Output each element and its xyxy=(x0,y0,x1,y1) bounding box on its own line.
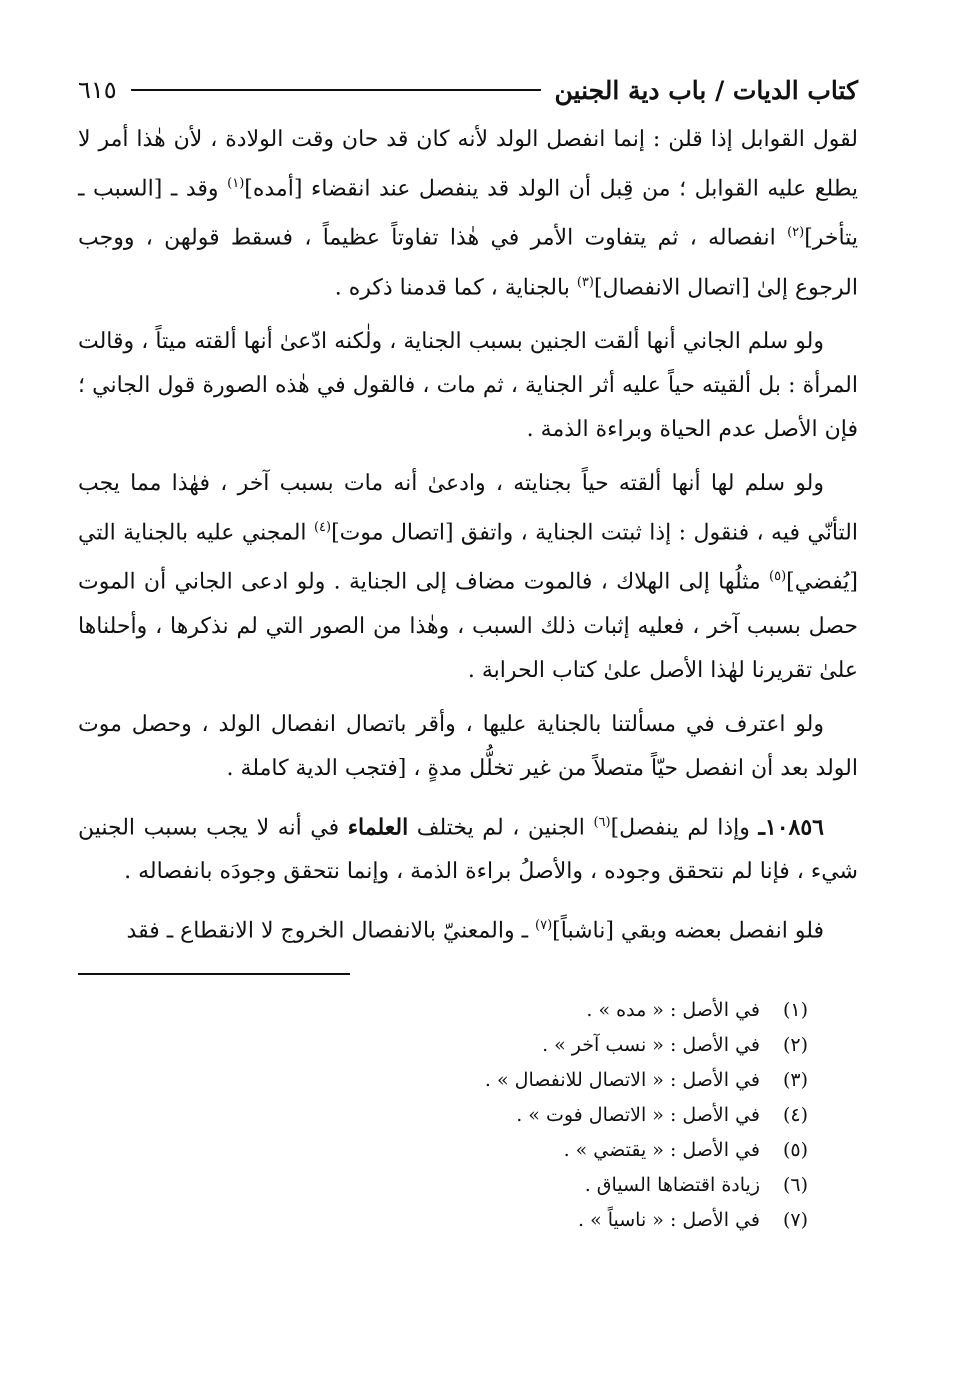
header-title: كتاب الديات / باب دية الجنين xyxy=(554,75,858,105)
paragraph: فلو انفصل بعضه وبقي [ناشباً]$^{(٧)}$ ـ والمعنيّ بالانفصال الخروج لا الانقطاع ـ فقد xyxy=(126,917,824,944)
footnote-item xyxy=(78,1063,808,1098)
footnote-text: في الأصل : « الاتصال فوت » . xyxy=(516,1104,760,1127)
footnote-number: (٣) xyxy=(782,1069,808,1092)
running-header xyxy=(78,62,858,118)
page-number: ٦١٥ xyxy=(78,76,117,104)
footnotes xyxy=(78,993,858,1238)
footnote-number: (٦) xyxy=(782,1174,808,1197)
footnote-number: (١) xyxy=(782,999,808,1022)
header-rule xyxy=(131,89,541,91)
footnote-number: (٤) xyxy=(782,1104,808,1127)
footnote-text: في الأصل : « مده » . xyxy=(586,999,760,1022)
body-text xyxy=(78,118,858,953)
footnote-item xyxy=(78,1133,808,1168)
paragraph: ولو اعترف في مسألتنا بالجناية عليها ، وأقر باتصال انفصال الولد ، وحصل موت الولد بعد أن انفصل حيّاً متصلاً من غير تخلُّل مدةٍ ، [فتجب الدية كاملة . xyxy=(78,711,858,781)
footnote-item xyxy=(78,1168,808,1203)
footnote-item xyxy=(78,1203,808,1238)
paragraph: ولو سلم الجاني أنها ألقت الجنين بسبب الجناية ، ولٰكنه ادّعىٰ أنها ألقته ميتاً ، وقالت المرأة : بل ألقيته حياً عليه أثر الجناية ، ثم مات ، فالقول في هٰذه الصورة قول الجاني ؛ فإن الأصل عدم الحياة وبراءة الذمة . xyxy=(78,328,858,442)
footnote-item xyxy=(78,1028,808,1063)
footnote-number: (٥) xyxy=(782,1139,808,1162)
paragraph: ١٠٨٥٦ـ وإذا لم ينفصل]$^{(٦)}$ الجنين ، لم يختلف العلماء في أنه لا يجب بسبب الجنين شيء ، فإنا لم نتحقق وجوده ، والأصلُ براءة الذمة ، وإنما نتحقق وجودَه بانفصاله . xyxy=(78,813,858,884)
paragraph: ولو سلم لها أنها ألقته حياً بجنايته ، وادعىٰ أنه مات بسبب آخر ، فهٰذا مما يجب التأنّي فيه ، فنقول : إذا ثبتت الجناية ، واتفق [اتصال موت]$^{(٤)}$ المجني عليه بالجناية التي [يُفضي]$^{(٥)}$ مثلُها إلى الهلاك ، فالموت مضاف إلى الجناية . ولو ادعى الجاني أن الموت حصل بسبب آخر ، فعليه إثبات ذلك السبب ، وهٰذا من الصور التي لم نذكرها ، وأحلناها علىٰ تقريرنا لهٰذا الأصل علىٰ كتاب الحرابة . xyxy=(78,470,859,683)
footnote-text: في الأصل : « يقتضي » . xyxy=(563,1139,760,1162)
footnote-text: في الأصل : « الاتصال للانفصال » . xyxy=(484,1069,760,1092)
footnote-number: (٢) xyxy=(782,1034,808,1057)
footnote-text: زيادة اقتضاها السياق . xyxy=(584,1174,760,1197)
footnote-number: (٧) xyxy=(782,1209,808,1232)
footnote-text: في الأصل : « نسب آخر » . xyxy=(542,1034,760,1057)
footnote-item xyxy=(78,993,808,1028)
footnote-item xyxy=(78,1098,808,1133)
footnote-text: في الأصل : « ناسياً » . xyxy=(577,1209,760,1232)
footnote-separator xyxy=(78,973,350,975)
paragraph: لقول القوابل إذا قلن : إنما انفصل الولد لأنه كان قد حان وقت الولادة ، لأن هٰذا أمر لا يطلع عليه القوابل ؛ من قِبل أن الولد قد ينفصل عند انقضاء [أمده]$^{(١)}$ وقد ـ [السبب ـ يتأخر]$^{(٢)}$ انفصاله ، ثم يتفاوت الأمر في هٰذا تفاوتاً عظيماً ، فسقط قولهن ، ووجب الرجوع إلىٰ [اتصال الانفصال]$^{(٣)}$ بالجناية ، كما قدمنا ذكره . xyxy=(78,127,858,300)
page xyxy=(78,62,858,1238)
